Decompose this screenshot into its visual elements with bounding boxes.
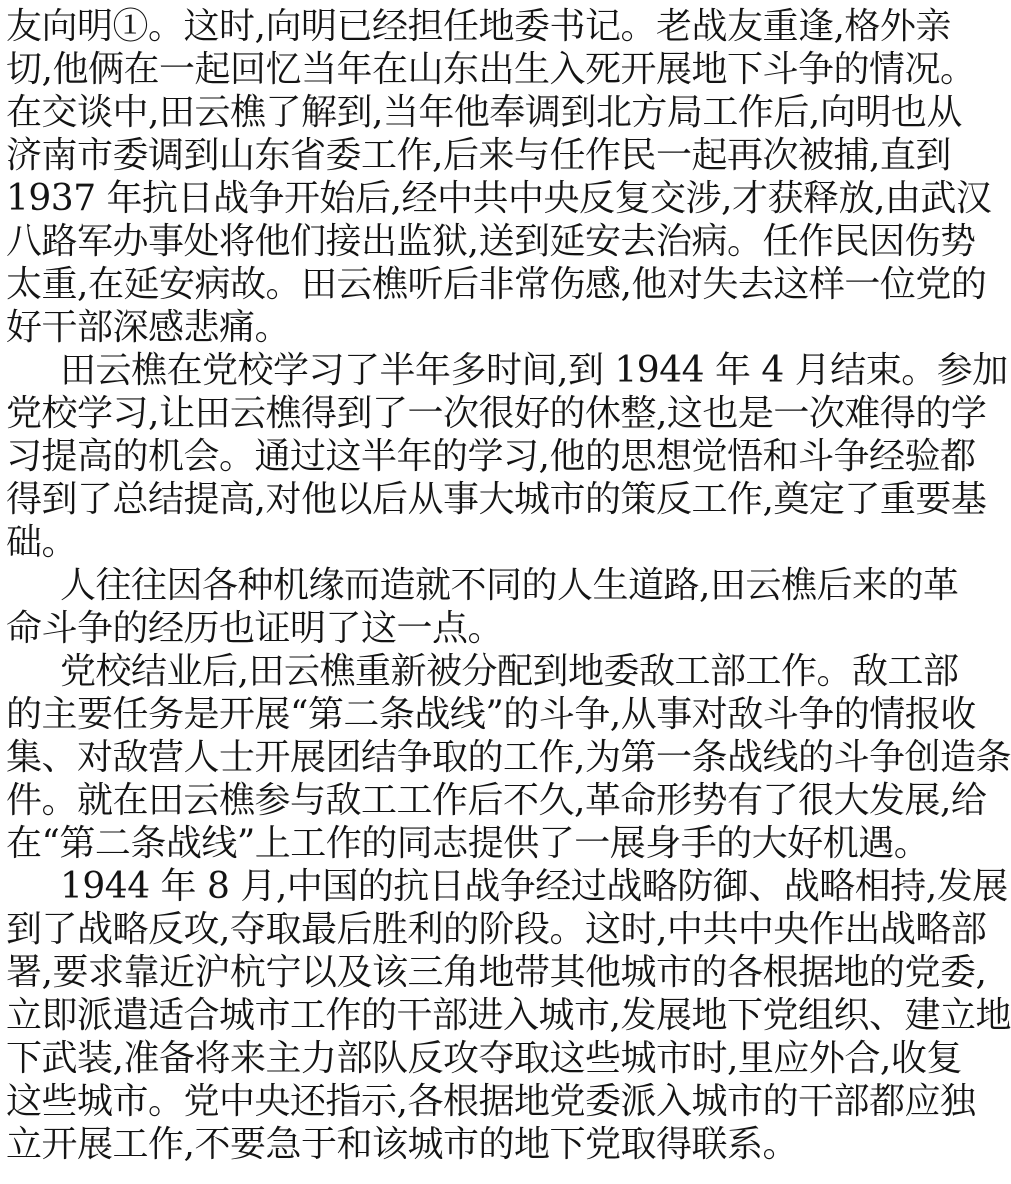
text-line: 这些城市。党中央还指示,各根据地党委派入城市的干部都应独 — [6, 1081, 976, 1122]
text-line: 济南市委调到山东省委工作,后来与任作民一起再次被捕,直到 — [6, 135, 951, 176]
text-line: 到了战略反攻,夺取最后胜利的阶段。这时,中共中央作出战略部 — [6, 909, 987, 950]
paragraph-first-line: 1944 年 8 月,中国的抗日战争经过战略防御、战略相持,发展 — [60, 866, 1008, 907]
text-line: 下武装,准备将来主力部队反攻夺取这些城市时,里应外合,收复 — [6, 1038, 962, 1079]
text-line: 命斗争的经历也证明了这一点。 — [6, 608, 504, 649]
text-line: 集、对敌营人士开展团结争取的工作,为第一条战线的斗争创造条 — [6, 737, 1011, 778]
text-line: 在“第二条战线”上工作的同志提供了一展身手的大好机遇。 — [6, 823, 930, 864]
text-line: 八路军办事处将他们接出监狱,送到延安去治病。任作民因伤势 — [6, 221, 976, 262]
paragraph-first-line: 人往往因各种机缘而造就不同的人生道路,田云樵后来的革 — [60, 565, 959, 606]
text-line: 党校学习,让田云樵得到了一次很好的休整,这也是一次难得的学 — [6, 393, 987, 434]
text-line: 切,他俩在一起回忆当年在山东出生入死开展地下斗争的情况。 — [6, 49, 976, 90]
text-line: 立开展工作,不要急于和该城市的地下党取得联系。 — [6, 1124, 798, 1165]
text-line: 友向明①。这时,向明已经担任地委书记。老战友重逢,格外亲 — [6, 6, 951, 47]
paragraph-first-line: 党校结业后,田云樵重新被分配到地委敌工部工作。敌工部 — [60, 651, 959, 692]
text-line: 立即派遣适合城市工作的干部进入城市,发展地下党组织、建立地 — [6, 995, 1011, 1036]
text-line: 的主要任务是开展“第二条战线”的斗争,从事对敌斗争的情报收 — [6, 694, 976, 735]
text-line: 得到了总结提高,对他以后从事大城市的策反工作,奠定了重要基 — [6, 479, 987, 520]
text-line: 太重,在延安病故。田云樵听后非常伤感,他对失去这样一位党的 — [6, 264, 987, 305]
text-line: 署,要求靠近沪杭宁以及该三角地带其他城市的各根据地的党委, — [6, 952, 987, 993]
paragraph-first-line: 田云樵在党校学习了半年多时间,到 1944 年 4 月结束。参加 — [60, 350, 1008, 391]
text-line: 1937 年抗日战争开始后,经中共中央反复交涉,才获释放,由武汉 — [6, 178, 992, 219]
text-line: 在交谈中,田云樵了解到,当年他奉调到北方局工作后,向明也从 — [6, 92, 962, 133]
text-line: 件。就在田云樵参与敌工工作后不久,革命形势有了很大发展,给 — [6, 780, 987, 821]
text-line: 好干部深感悲痛。 — [6, 307, 291, 348]
text-line: 习提高的机会。通过这半年的学习,他的思想觉悟和斗争经验都 — [6, 436, 976, 477]
text-line: 础。 — [6, 522, 78, 563]
